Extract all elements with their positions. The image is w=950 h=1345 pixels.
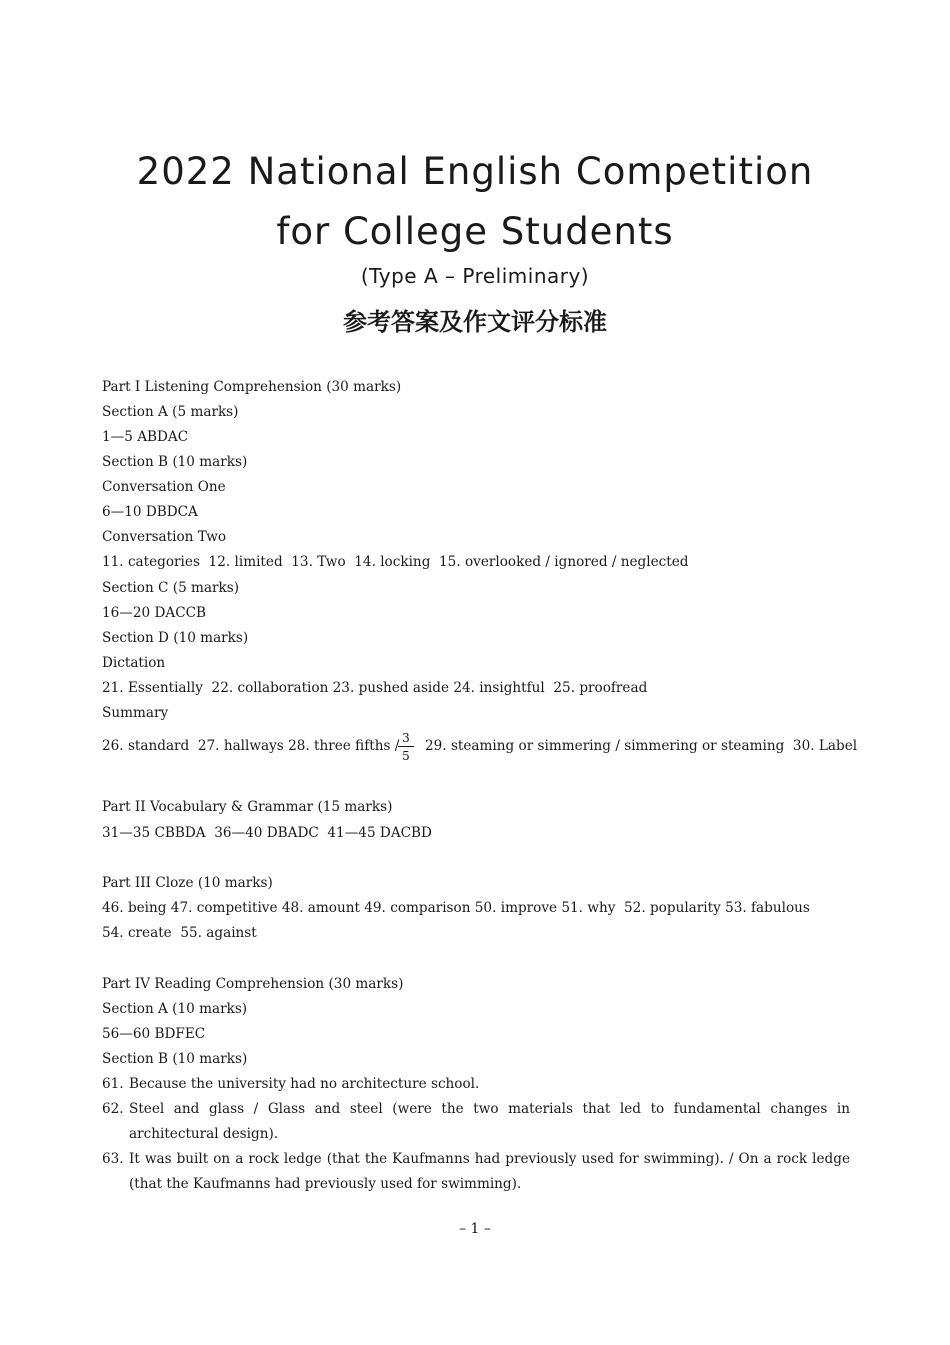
section-d-heading: Section D (10 marks) — [102, 630, 249, 646]
dictation-label: Dictation — [102, 655, 166, 671]
answer-number: 62. — [102, 1101, 124, 1117]
section-c-answers: 16—20 DACCB — [102, 605, 207, 621]
fraction-numerator: 3 — [398, 731, 414, 747]
section-c-heading: Section C (5 marks) — [102, 580, 240, 596]
answer-text: Steel and glass / Glass and steel (were the two materials that led to fundamental changes in architectural design). — [129, 1101, 850, 1142]
part-3-heading: Part III Cloze (10 marks) — [102, 875, 273, 891]
answer-item — [102, 1097, 850, 1147]
summary-answers-b: 29. steaming or simmering / simmering or steaming 30. Label — [425, 738, 858, 754]
part-4-section-a-heading: Section A (10 marks) — [102, 1001, 248, 1017]
dictation-answers: 21. Essentially 22. collaboration 23. pushed aside 24. insightful 25. proofread — [102, 680, 648, 696]
fraction — [398, 731, 414, 763]
answer-text: Because the university had no architecture school. — [129, 1076, 480, 1092]
section-a-heading: Section A (5 marks) — [102, 404, 239, 420]
section-a-answers: 1—5 ABDAC — [102, 429, 189, 445]
answer-text: It was built on a rock ledge (that the Kaufmanns had previously used for swimming). / On a rock ledge (that the Kaufmanns had previously used for swimming). — [129, 1151, 850, 1192]
conversation-one-label: Conversation One — [102, 479, 226, 495]
part-4-heading: Part IV Reading Comprehension (30 marks) — [102, 976, 404, 992]
title-line-2: for College Students — [276, 210, 674, 253]
answer-item — [102, 1072, 850, 1097]
part-2-heading: Part II Vocabulary & Grammar (15 marks) — [102, 799, 393, 815]
part-4-section-b-heading: Section B (10 marks) — [102, 1051, 248, 1067]
fraction-denominator: 5 — [402, 749, 410, 763]
conversation-two-answers: 11. categories 12. limited 13. Two 14. locking 15. overlooked / ignored / neglected — [102, 554, 689, 570]
title-line-1: 2022 National English Competition — [136, 150, 814, 193]
chinese-title: 参考答案及作文评分标准 — [343, 307, 607, 336]
page-number: – 1 – — [459, 1221, 491, 1237]
part-3-answers-2: 54. create 55. against — [102, 925, 257, 941]
subtitle: (Type A – Preliminary) — [360, 264, 590, 288]
part-3-answers-1: 46. being 47. competitive 48. amount 49. comparison 50. improve 51. why 52. popularity 53. fabulous — [102, 900, 810, 916]
conversation-two-label: Conversation Two — [102, 529, 227, 545]
answer-item — [102, 1147, 850, 1197]
conversation-one-answers: 6—10 DBDCA — [102, 504, 198, 520]
summary-label: Summary — [102, 705, 169, 721]
part-4-section-a-answers: 56—60 BDFEC — [102, 1026, 206, 1042]
answer-number: 61. — [102, 1076, 124, 1092]
section-b-heading: Section B (10 marks) — [102, 454, 248, 470]
summary-answers-a: 26. standard 27. hallways 28. three fifths / — [102, 738, 400, 754]
part-1-heading: Part I Listening Comprehension (30 marks) — [102, 379, 402, 395]
answer-number: 63. — [102, 1151, 124, 1167]
part-2-answers: 31—35 CBBDA 36—40 DBADC 41—45 DACBD — [102, 825, 432, 841]
